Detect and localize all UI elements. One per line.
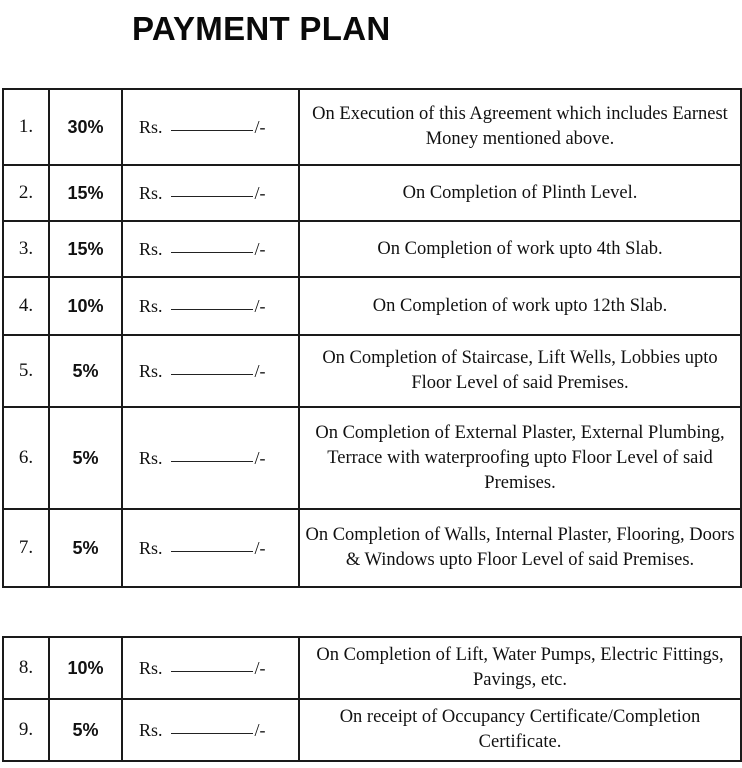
installment-amount: [122, 165, 299, 221]
installment-amount: [122, 335, 299, 407]
installment-percent: 5%: [49, 335, 122, 407]
amount-suffix: /-: [254, 719, 266, 740]
page-title: PAYMENT PLAN: [132, 10, 391, 47]
amount-prefix: Rs.: [139, 360, 163, 381]
installment-number: 8.: [3, 637, 49, 699]
table-row: [3, 699, 741, 761]
amount-suffix: /-: [254, 182, 266, 203]
amount-blank: [171, 252, 253, 253]
payment-plan-table-continued: [2, 636, 742, 762]
installment-amount: [122, 509, 299, 587]
amount-suffix: /-: [254, 360, 266, 381]
installment-milestone: On Completion of Plinth Level.: [299, 165, 741, 221]
installment-milestone: On Completion of work upto 12th Slab.: [299, 277, 741, 335]
table-row: [3, 407, 741, 509]
installment-amount: [122, 637, 299, 699]
installment-milestone: On Completion of Lift, Water Pumps, Electric Fittings, Pavings, etc.: [299, 637, 741, 699]
installment-number: 1.: [3, 89, 49, 165]
amount-suffix: /-: [254, 116, 266, 137]
amount-prefix: Rs.: [139, 719, 163, 740]
amount-prefix: Rs.: [139, 182, 163, 203]
installment-milestone: On Completion of Walls, Internal Plaster, Flooring, Doors & Windows upto Floor Level of said Premises.: [299, 509, 741, 587]
amount-prefix: Rs.: [139, 447, 163, 468]
amount-blank: [171, 309, 253, 310]
installment-amount: [122, 407, 299, 509]
installment-number: 4.: [3, 277, 49, 335]
installment-percent: 5%: [49, 699, 122, 761]
amount-prefix: Rs.: [139, 657, 163, 678]
table-row: [3, 509, 741, 587]
amount-prefix: Rs.: [139, 116, 163, 137]
installment-milestone: On Completion of work upto 4th Slab.: [299, 221, 741, 277]
table-row: [3, 89, 741, 165]
installment-percent: 15%: [49, 165, 122, 221]
installment-amount: [122, 221, 299, 277]
installment-milestone: On Completion of Staircase, Lift Wells, Lobbies upto Floor Level of said Premises.: [299, 335, 741, 407]
table-row: [3, 221, 741, 277]
amount-suffix: /-: [254, 295, 266, 316]
installment-milestone: On Completion of External Plaster, External Plumbing, Terrace with waterproofing upto Floor Level of said Premises.: [299, 407, 741, 509]
table-row: [3, 165, 741, 221]
installment-number: 5.: [3, 335, 49, 407]
installment-number: 9.: [3, 699, 49, 761]
amount-suffix: /-: [254, 238, 266, 259]
installment-percent: 30%: [49, 89, 122, 165]
amount-prefix: Rs.: [139, 295, 163, 316]
installment-number: 6.: [3, 407, 49, 509]
installment-amount: [122, 277, 299, 335]
table-row: [3, 637, 741, 699]
amount-blank: [171, 733, 253, 734]
amount-suffix: /-: [254, 537, 266, 558]
amount-blank: [171, 374, 253, 375]
amount-blank: [171, 671, 253, 672]
amount-blank: [171, 130, 253, 131]
installment-percent: 5%: [49, 407, 122, 509]
amount-prefix: Rs.: [139, 238, 163, 259]
installment-amount: [122, 89, 299, 165]
installment-percent: 15%: [49, 221, 122, 277]
payment-plan-table: [2, 88, 742, 588]
amount-blank: [171, 196, 253, 197]
amount-prefix: Rs.: [139, 537, 163, 558]
installment-milestone: On receipt of Occupancy Certificate/Completion Certificate.: [299, 699, 741, 761]
amount-suffix: /-: [254, 657, 266, 678]
installment-percent: 5%: [49, 509, 122, 587]
installment-number: 7.: [3, 509, 49, 587]
installment-amount: [122, 699, 299, 761]
amount-blank: [171, 551, 253, 552]
installment-milestone: On Execution of this Agreement which includes Earnest Money mentioned above.: [299, 89, 741, 165]
table-row: [3, 277, 741, 335]
amount-suffix: /-: [254, 447, 266, 468]
installment-percent: 10%: [49, 277, 122, 335]
amount-blank: [171, 461, 253, 462]
table-row: [3, 335, 741, 407]
installment-percent: 10%: [49, 637, 122, 699]
installment-number: 2.: [3, 165, 49, 221]
installment-number: 3.: [3, 221, 49, 277]
